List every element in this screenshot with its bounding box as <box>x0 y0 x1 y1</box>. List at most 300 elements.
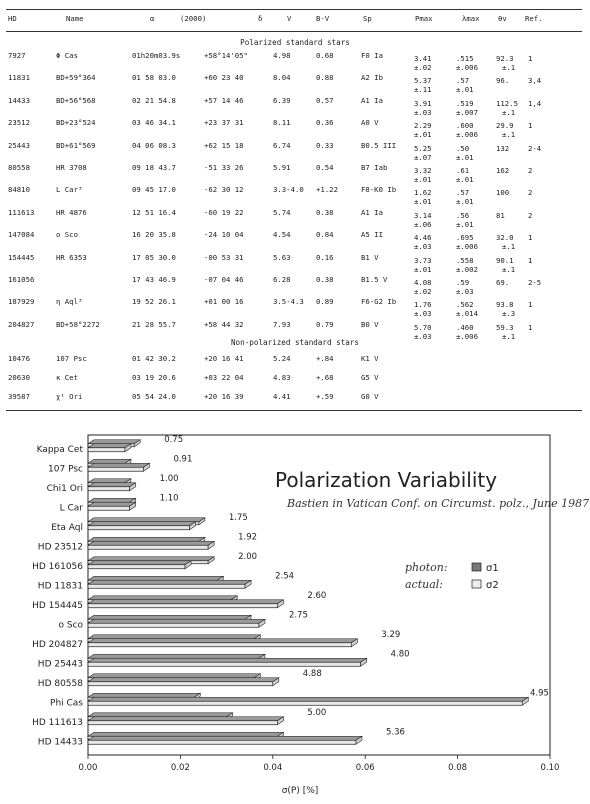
cell-hd: 161056 <box>8 275 35 284</box>
cell-lmax: .460 <box>456 322 474 332</box>
cell-theta: 112.5 <box>496 98 518 108</box>
cell-bv: 0.89 <box>316 297 334 307</box>
cell-lmax: .519 <box>456 98 474 108</box>
cell-v: 7.93 <box>273 319 291 329</box>
cell-pmax-err: ±.03 <box>414 309 432 319</box>
bar-top-face <box>88 717 283 721</box>
bar-s2 <box>88 502 136 510</box>
cell-ra: 03 19 20.6 <box>132 373 176 382</box>
bar-top-face <box>88 732 283 736</box>
category-label: Eta Aql <box>51 522 83 533</box>
cell-lmax: .515 <box>456 54 474 63</box>
bar-top-face <box>88 674 260 678</box>
cell-lmax-err: ±.007 <box>456 107 478 117</box>
bar-top-face <box>88 459 131 463</box>
cell-hd: 84810 <box>8 185 30 195</box>
ratio-label: 5.00 <box>307 707 327 718</box>
bar-front-face <box>88 467 143 471</box>
cell-sp: B1 V <box>361 252 379 262</box>
cell-theta-err: ±.1 <box>502 107 516 117</box>
cell-pmax: 3.91 <box>414 98 432 108</box>
table-bottom-rule <box>6 410 582 411</box>
bar-front-face <box>88 643 351 647</box>
cell-v: 4.98 <box>273 51 291 60</box>
bar-top-face <box>88 619 265 623</box>
section-polarized: Polarized standard stars <box>240 38 350 47</box>
cell-theta: 96. <box>496 76 510 86</box>
bar-s2 <box>88 541 214 549</box>
x-tick-label: 0.04 <box>263 763 283 773</box>
cell-ref: 2 <box>528 188 533 198</box>
cell-pmax-err: ±.01 <box>414 130 432 140</box>
cell-lmax-err: ±.014 <box>456 309 478 319</box>
col-lmax: λmax <box>462 14 480 23</box>
ratio-label: 5.36 <box>385 727 405 738</box>
cell-hd: 39587 <box>8 392 30 401</box>
col-ref: Ref. <box>525 14 543 23</box>
cell-dec: +20 16 39 <box>204 392 244 401</box>
cell-pmax: 3.73 <box>414 255 432 265</box>
cell-theta-err: ±.1 <box>502 63 516 72</box>
bar-s2 <box>88 522 196 530</box>
x-tick-label: 0.10 <box>540 763 560 773</box>
cell-ra: 01 58 03.0 <box>132 73 176 83</box>
cell-ra: 02 21 54.8 <box>132 95 176 105</box>
cell-pmax: 4.46 <box>414 233 432 243</box>
cell-pmax: 5.70 <box>414 322 432 332</box>
legend-s1: σ1 <box>486 563 499 574</box>
cell-hd: 111613 <box>8 207 35 217</box>
bar-front-face <box>88 448 125 452</box>
x-tick-label: 0.08 <box>448 763 468 773</box>
bar-top-face <box>88 518 205 522</box>
cell-ref: 1,4 <box>528 98 542 108</box>
cell-name: 107 Psc <box>56 354 87 363</box>
category-label: HD 25443 <box>37 659 83 670</box>
bar-s2 <box>88 580 251 588</box>
bar-front-face <box>88 565 185 569</box>
bar-top-face <box>88 479 131 483</box>
cell-ref: 1 <box>528 300 533 310</box>
cell-sp: B0.5 III <box>361 140 397 150</box>
chart-title: Polarization Variability <box>275 468 498 492</box>
cell-theta-err: ±.1 <box>502 130 516 140</box>
ratio-label: 4.88 <box>302 668 322 679</box>
cell-pmax: 3.41 <box>414 54 432 63</box>
cell-lmax: .61 <box>456 166 470 175</box>
ratio-label: 2.54 <box>275 571 295 582</box>
cell-sp: A2 Ib <box>361 73 383 83</box>
cell-hd: 204827 <box>8 319 35 329</box>
cell-bv: +.84 <box>316 354 334 363</box>
table-header-rule <box>6 31 582 32</box>
cell-pmax-err: ±.06 <box>414 219 432 229</box>
bar-front-face <box>88 740 356 744</box>
category-label: Chi1 Ori <box>46 483 83 494</box>
cell-hd: 7927 <box>8 51 26 60</box>
cell-name: BD+56°568 <box>56 95 96 105</box>
cell-lmax: .50 <box>456 143 470 153</box>
col-name: Name <box>66 14 84 23</box>
bar-s2 <box>88 658 367 666</box>
cell-pmax: 4.08 <box>414 278 432 287</box>
cell-ra: 09 45 17.0 <box>132 185 176 195</box>
legend-swatch-s1 <box>472 563 481 571</box>
col-hd: HD <box>8 14 17 23</box>
legend-photon-label: photon: <box>405 561 448 574</box>
cell-hd: 10476 <box>8 354 30 363</box>
cell-bv: 0.33 <box>316 140 334 150</box>
category-label: HD 80558 <box>37 678 83 689</box>
cell-pmax-err: ±.11 <box>414 85 432 95</box>
table-header <box>0 10 590 28</box>
bar-top-face <box>88 736 362 740</box>
cell-pmax-err: ±.03 <box>414 242 432 252</box>
cell-lmax-err: ±.006 <box>456 331 478 341</box>
cell-hd: 14433 <box>8 95 30 105</box>
ratio-label: 4.95 <box>530 688 549 699</box>
bar-top-face <box>88 576 223 580</box>
legend-swatch-s2 <box>472 580 481 588</box>
x-tick-label: 0.02 <box>170 763 190 773</box>
category-label: HD 154445 <box>32 600 83 611</box>
cell-lmax-err: ±.01 <box>456 152 474 162</box>
cell-v: 5.63 <box>273 252 291 262</box>
cell-sp: B1.5 V <box>361 275 388 284</box>
cell-theta: 32.0 <box>496 233 514 243</box>
bar-top-face <box>88 713 233 717</box>
cell-theta: 92.3 <box>496 54 514 63</box>
ratio-label: 1.00 <box>159 473 179 484</box>
cell-lmax-err: ±.01 <box>456 85 474 95</box>
category-label: HD 23512 <box>37 542 83 553</box>
bar-top-face <box>88 615 251 619</box>
bar-top-face <box>88 697 528 701</box>
bar-top-face <box>88 502 136 506</box>
col-pmax: Pmax <box>415 14 433 23</box>
cell-bv: 0.84 <box>316 230 334 240</box>
ratio-label: 2.00 <box>238 551 258 562</box>
cell-dec: +01 00 16 <box>204 297 244 307</box>
cell-lmax: .57 <box>456 188 470 198</box>
legend-s2: σ2 <box>486 580 499 591</box>
cell-v: 4.41 <box>273 392 291 401</box>
bar-s2 <box>88 561 191 569</box>
cell-lmax-err: ±.006 <box>456 130 478 140</box>
cell-dec: -51 33 26 <box>204 163 244 172</box>
cell-v: 4.83 <box>273 373 291 382</box>
bar-s2 <box>88 619 265 627</box>
bar-top-face <box>88 600 283 604</box>
cell-sp: A1 Ia <box>361 207 383 217</box>
cell-hd: 154445 <box>8 252 35 262</box>
bar-top-face <box>88 541 214 545</box>
cell-ref: 1 <box>528 322 533 332</box>
cell-v: 3.5-4.3 <box>273 297 304 307</box>
table-row <box>0 141 590 163</box>
cell-lmax-err: ±.006 <box>456 63 478 72</box>
cell-hd: 80558 <box>8 163 30 172</box>
category-label: HD 14433 <box>37 737 83 748</box>
chart-annotation: Bastien in Vatican Conf. on Circumst. polz., June 1987 <box>287 497 590 510</box>
cell-name: o Sco <box>56 230 78 240</box>
category-label: HD 161056 <box>32 561 83 572</box>
cell-pmax-err: ±.01 <box>414 197 432 207</box>
cell-pmax-err: ±.07 <box>414 152 432 162</box>
bar-s2 <box>88 736 362 744</box>
cell-ref: 2 <box>528 166 533 175</box>
table-row <box>0 73 590 95</box>
cell-bv: 0.79 <box>316 319 334 329</box>
section-nonpolarized: Non-polarized standard stars <box>230 338 359 347</box>
cell-name: η Aql³ <box>56 297 83 307</box>
bar-front-face <box>88 584 245 588</box>
cell-lmax-err: ±.01 <box>456 219 474 229</box>
ratio-label: 4.80 <box>390 649 410 660</box>
cell-ref: 2-4 <box>528 143 542 153</box>
col-sp: Sp <box>363 14 372 23</box>
bar-top-face <box>88 522 196 526</box>
ratio-label: 3.29 <box>381 629 401 640</box>
bar-front-face <box>88 526 190 530</box>
cell-bv: 0.54 <box>316 163 334 172</box>
cell-ref: 1 <box>528 233 533 243</box>
bar-top-face <box>88 654 265 658</box>
bar-top-face <box>88 557 214 561</box>
x-tick-label: 0.00 <box>78 763 98 773</box>
cell-v: 8.11 <box>273 118 291 128</box>
cell-theta: 29.9 <box>496 121 514 131</box>
cell-sp: B7 Iab <box>361 163 388 172</box>
cell-sp: G5 V <box>361 373 379 382</box>
cell-sp: A0 V <box>361 118 379 128</box>
bar-s2 <box>88 717 283 725</box>
cell-pmax-err: ±.02 <box>414 63 432 72</box>
cell-lmax-err: ±.03 <box>456 287 474 296</box>
bar-top-face <box>88 693 200 697</box>
cell-pmax: 5.25 <box>414 143 432 153</box>
bar-front-face <box>88 506 130 510</box>
cell-theta-err: ±.1 <box>502 242 516 252</box>
cell-name: L Car³ <box>56 185 83 195</box>
cell-ra: 03 46 34.1 <box>132 118 176 128</box>
table-row <box>0 163 590 185</box>
cell-theta: 81 <box>496 210 505 220</box>
cell-name: HR 6353 <box>56 252 87 262</box>
cell-sp: F6-G2 Ib <box>361 297 397 307</box>
bar-s2 <box>88 463 149 471</box>
bar-top-face <box>88 561 191 565</box>
cell-v: 6.39 <box>273 95 291 105</box>
cell-pmax: 1.62 <box>414 188 432 198</box>
bar-front-face <box>88 623 259 627</box>
chart-svg <box>0 425 590 800</box>
cell-dec: -07 04 46 <box>204 275 244 284</box>
col-theta: θv <box>498 14 507 23</box>
cell-name: HR 4876 <box>56 207 87 217</box>
table-row <box>0 51 590 73</box>
table-row <box>0 230 590 252</box>
bar-s2 <box>88 697 528 705</box>
cell-ra: 17 43 46.9 <box>132 275 176 284</box>
cell-bv: 0.38 <box>316 207 334 217</box>
col-ra: α <box>150 14 155 23</box>
category-label: 107 Psc <box>48 464 83 475</box>
cell-bv: +.68 <box>316 373 334 382</box>
cell-theta: 132 <box>496 143 510 153</box>
bar-s2 <box>88 678 279 686</box>
cell-pmax: 3.32 <box>414 166 432 175</box>
bar-top-face <box>88 639 357 643</box>
bar-front-face <box>88 662 361 666</box>
table-row <box>0 118 590 140</box>
cell-pmax-err: ±.03 <box>414 331 432 341</box>
cell-lmax: .562 <box>456 300 474 310</box>
table-row <box>0 275 590 297</box>
cell-name: BD+61°569 <box>56 140 96 150</box>
category-label: HD 111613 <box>32 717 83 728</box>
legend <box>405 561 499 591</box>
cell-pmax: 2.29 <box>414 121 432 131</box>
x-axis-label: σ(P) [%] <box>281 786 319 796</box>
cell-lmax: .600 <box>456 121 474 131</box>
bar-front-face <box>88 682 273 686</box>
cell-ref: 1 <box>528 54 533 63</box>
cell-sp: A5 II <box>361 230 383 240</box>
cell-ra: 01 42 30.2 <box>132 354 176 363</box>
cell-bv: 0.38 <box>316 275 334 284</box>
col-dec: δ <box>258 14 263 23</box>
col-v: V <box>287 14 292 23</box>
cell-dec: +03 22 04 <box>204 373 244 382</box>
table-row <box>0 297 590 319</box>
cell-theta-err: ±.1 <box>502 264 516 274</box>
cell-v: 3.3-4.0 <box>273 185 304 195</box>
cell-hd: 187929 <box>8 297 35 307</box>
col-bv: B-V <box>316 14 330 23</box>
bar-top-face <box>88 483 136 487</box>
cell-dec: -60 19 22 <box>204 207 244 217</box>
cell-bv: +1.22 <box>316 185 338 195</box>
bar-top-face <box>88 537 205 541</box>
cell-sp: F0 Ia <box>361 51 383 60</box>
cell-hd: 23512 <box>8 118 30 128</box>
cell-ra: 12 51 16.4 <box>132 207 176 217</box>
cell-bv: +.59 <box>316 392 334 401</box>
cell-dec: +58 44 32 <box>204 319 244 329</box>
cell-bv: 0.57 <box>316 95 334 105</box>
cell-sp: F8-K0 Ib <box>361 185 397 195</box>
bar-front-face <box>88 721 277 725</box>
cell-ref: 1 <box>528 255 533 265</box>
bar-top-face <box>88 444 131 448</box>
bar-s2 <box>88 483 136 491</box>
cell-sp: K1 V <box>361 354 379 363</box>
ratio-label: 2.60 <box>307 590 327 601</box>
cell-dec: +58°14'05" <box>204 51 248 60</box>
cell-lmax-err: ±.002 <box>456 264 478 274</box>
cell-pmax-err: ±.01 <box>414 264 432 274</box>
cell-pmax: 3.14 <box>414 210 432 220</box>
table-row <box>0 253 590 275</box>
category-label: HD 204827 <box>32 639 83 650</box>
cell-v: 6.74 <box>273 140 291 150</box>
cell-name: BD+23°524 <box>56 118 96 128</box>
table-row <box>0 96 590 118</box>
cell-theta: 162 <box>496 166 510 175</box>
cell-ref: 1 <box>528 121 533 131</box>
ratio-label: 1.92 <box>238 532 258 543</box>
legend-actual-label: actual: <box>405 578 444 591</box>
table-row <box>0 185 590 207</box>
x-tick-label: 0.06 <box>355 763 375 773</box>
cell-ra: 21 28 55.7 <box>132 319 176 329</box>
cell-theta: 59.3 <box>496 322 514 332</box>
cell-theta: 90.1 <box>496 255 514 265</box>
polarization-variability-chart <box>0 425 590 800</box>
ratio-label: 0.75 <box>164 434 184 445</box>
ratio-label: 0.91 <box>173 454 193 465</box>
bar-front-face <box>88 545 208 549</box>
cell-theta-err: ±.3 <box>502 309 516 319</box>
cell-theta-err: ±.1 <box>502 331 516 341</box>
cell-dec: -24 10 04 <box>204 230 244 240</box>
cell-v: 5.74 <box>273 207 291 217</box>
cell-v: 5.91 <box>273 163 291 172</box>
cell-theta: 69. <box>496 278 510 287</box>
cell-lmax: .57 <box>456 76 470 86</box>
cell-lmax: .558 <box>456 255 474 265</box>
cell-ra: 04 06 08.3 <box>132 140 176 150</box>
cell-hd: 147084 <box>8 230 35 240</box>
bar-s2 <box>88 639 357 647</box>
cell-lmax: .695 <box>456 233 474 243</box>
bar-top-face <box>88 658 367 662</box>
cell-v: 8.04 <box>273 73 291 83</box>
ratio-label: 2.75 <box>288 610 308 621</box>
cell-ref: 3,4 <box>528 76 542 86</box>
cell-ra: 09 18 43.7 <box>132 163 176 172</box>
cell-v: 6.28 <box>273 275 291 284</box>
cell-pmax-err: ±.02 <box>414 287 432 296</box>
bar-top-face <box>88 678 279 682</box>
cell-dec: +23 37 31 <box>204 118 244 128</box>
bar-front-face <box>88 701 522 705</box>
ratio-label: 1.10 <box>159 493 179 504</box>
cell-pmax: 5.37 <box>414 76 432 86</box>
cell-pmax-err: ±.03 <box>414 107 432 117</box>
cell-pmax: 1.76 <box>414 300 432 310</box>
cell-v: 5.24 <box>273 354 291 363</box>
bar-s2 <box>88 600 283 608</box>
cell-dec: +20 16 41 <box>204 354 244 363</box>
bar-top-face <box>88 463 149 467</box>
cell-ra: 17 05 30.0 <box>132 252 176 262</box>
cell-ref: 2 <box>528 210 533 220</box>
cell-dec: -00 53 31 <box>204 252 244 262</box>
cell-name: HR 3708 <box>56 163 87 172</box>
cell-ra: 05 54 24.0 <box>132 392 176 401</box>
bar-front-face <box>88 487 130 491</box>
cell-theta: 93.8 <box>496 300 514 310</box>
cell-lmax: .56 <box>456 210 470 220</box>
cell-v: 4.54 <box>273 230 291 240</box>
cell-ref: 2-5 <box>528 278 542 287</box>
cell-pmax-err: ±.01 <box>414 175 432 184</box>
cell-sp: B0 V <box>361 319 379 329</box>
cell-lmax-err: ±.01 <box>456 175 474 184</box>
cell-name: κ Cet <box>56 373 78 382</box>
